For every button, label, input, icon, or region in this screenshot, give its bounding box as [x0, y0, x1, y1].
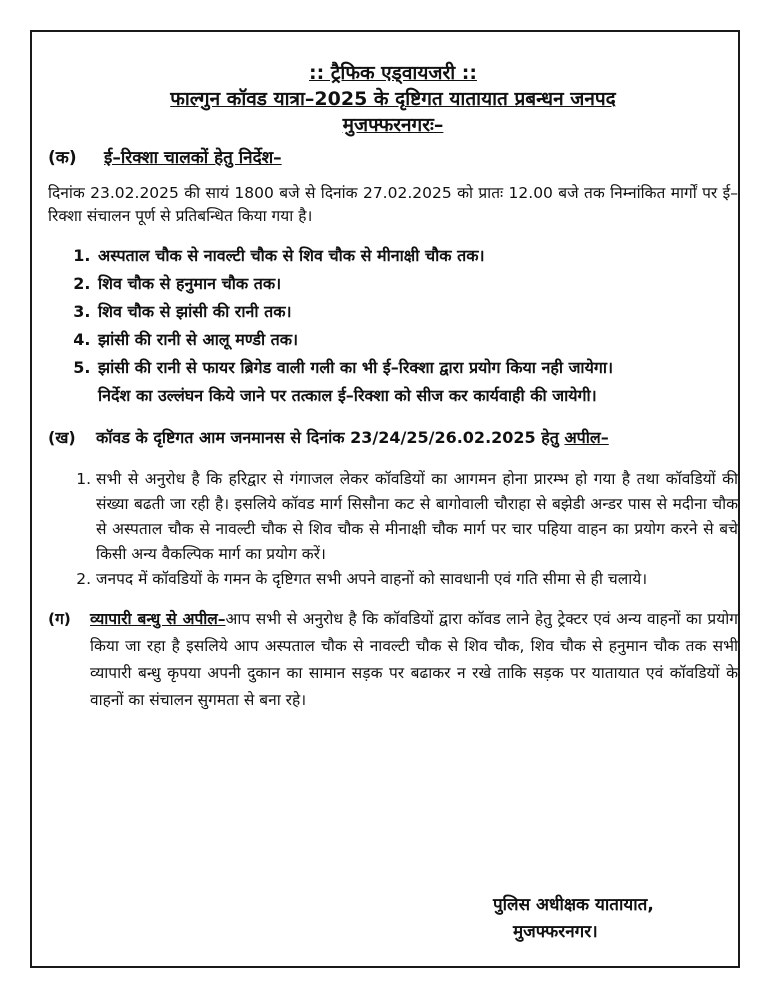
- public-appeal-list: [48, 467, 738, 592]
- section-ga-body: आप सभी से अनुरोध है कि कॉवडियों द्वारा कॉवड लाने हेतु ट्रेक्टर एवं अन्य वाहनों का प्रयोग किया जा रहा है इसलिये आप अस्पताल चौक से नावल्टी चौक से शिव चौक, शिव चौक से हनुमान चौक तक सभी व्यापारी बन्धु कृपया अपनी दुकान का सामान सड़क पर बढाकर न रखे ताकि सड़क पर यातायात एवं कॉवडियों के वाहनों का संचालन सुगमता से बना रहे।: [90, 610, 738, 709]
- title-line-3: मुजफ्फरनगरः–: [342, 114, 444, 136]
- route-item: 4. झांसी की रानी से आलू मण्डी तक।: [96, 326, 738, 354]
- restricted-routes-list: [48, 242, 738, 382]
- route-item: 3. शिव चौक से झांसी की रानी तक।: [96, 298, 738, 326]
- section-kha-marker: (ख): [48, 428, 76, 447]
- signature-district: मुजफ्फरनगर।: [513, 922, 598, 942]
- route-item: 5. झांसी की रानी से फायर ब्रिगेड वाली गली का भी ई–रिक्शा द्वारा प्रयोग किया नही जायेगा।: [96, 354, 738, 382]
- signature-block: [493, 892, 654, 946]
- section-kha-title: कॉवड के दृष्टिगत आम जनमानस से दिनांक 23/24/25/26.02.2025 हेतु: [96, 428, 565, 447]
- violation-note: निर्देश का उल्लंघन किये जाने पर तत्काल ई–रिक्शा को सीज कर कार्यवाही की जायेगी।: [98, 386, 597, 405]
- section-ka-title: ई–रिक्शा चालकों हेतु निर्देश–: [104, 148, 282, 168]
- advisory-body: [48, 60, 738, 714]
- route-item: 2. शिव चौक से हनुमान चौक तक।: [96, 270, 738, 298]
- title-line-1: :: ट्रैफिक एड्वायजरी ::: [309, 62, 477, 84]
- section-ga-title: व्यापारी बन्धु से अपील–: [90, 610, 226, 628]
- section-kha-title-appeal: अपील–: [564, 428, 609, 447]
- appeal-item: 1. सभी से अनुरोध है कि हरिद्वार से गंगाजल लेकर कॉवडियों का आगमन होना प्रारम्भ हो गया है तथा कॉवडियों की संख्या बढती जा रही है। इसलिये कॉवड मार्ग सिसौना कट से बागोवाली चौराहा से बझेडी अन्डर पास से मदीना चौक से अस्पताल चौक से नावल्टी चौक से शिव चौक से मीनाक्षी चौक मार्ग पर चार पहिया वाहन का प्रयोग करने से बचे किसी अन्य वैकल्पिक मार्ग का प्रयोग करें।: [96, 467, 738, 567]
- appeal-item: 2. जनपद में कॉवडियों के गमन के दृष्टिगत सभी अपने वाहनों को सावधानी एवं गति सीमा से ही चलाये।: [96, 567, 738, 592]
- section-ga: [48, 606, 738, 714]
- signature-designation: पुलिस अधीक्षक यातायात,: [493, 895, 654, 915]
- section-ka-marker: (क): [48, 148, 77, 168]
- section-ka-intro: दिनांक 23.02.2025 की सायं 1800 बजे से दिनांक 27.02.2025 को प्रातः 12.00 बजे तक निम्नांकित मार्गों पर ई–रिक्शा संचालन पूर्ण से प्रतिबन्धित किया गया है।: [48, 184, 738, 225]
- section-kha-heading: [48, 424, 738, 451]
- section-ga-marker: (ग): [48, 610, 71, 628]
- route-item: 1. अस्पताल चौक से नावल्टी चौक से शिव चौक से मीनाक्षी चौक तक।: [96, 242, 738, 270]
- title-line-2: फाल्गुन कॉवड यात्रा–2025 के दृष्टिगत यातायात प्रबन्धन जनपद: [170, 88, 616, 110]
- section-ka-heading: [48, 146, 738, 170]
